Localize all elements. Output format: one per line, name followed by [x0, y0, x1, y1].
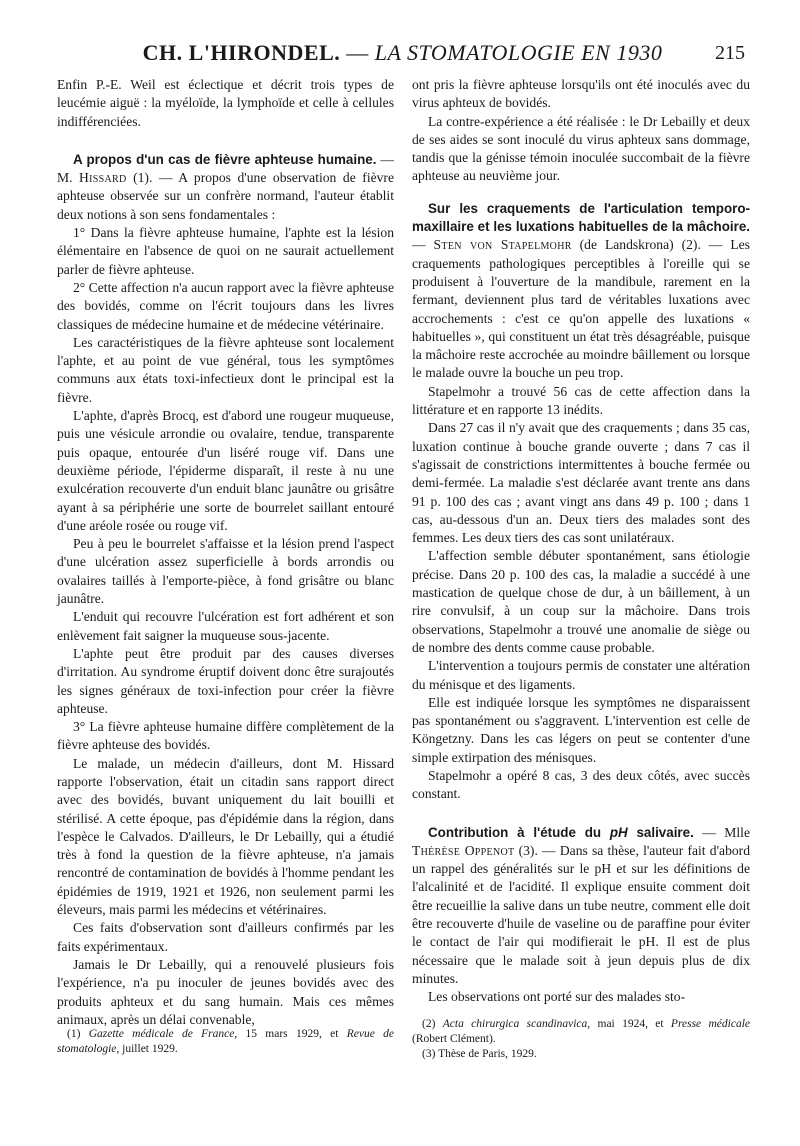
paragraph: Elle est indiquée lorsque les symptômes ne disparaissent pas spontanément ou s'aggravent. L'intervention est celle de Köngetzny. Dans les cas légers on peut se contenter d'une simple extirpation des ménisques.	[412, 694, 750, 765]
section-heading-craquements: Sur les craquements de l'articulation temporo-maxillaire et les luxations habituelles de la mâchoire. — Sten von Stapelmohr (de Landskrona) (2). — Les craquements pathologiques perceptibles à l'oreille qui se produisent à l'ouverture de la mandibule, rarement en la fermant, deviennent plus tard de véritables luxations avec accrochements : c'est ce qu'on appelle des luxations « habituelles », qui constituent un état très désagréable, puisque la mâchoire reste accrochée au moindre bâillement ou lorsque le malade ouvre la bouche un peu trop.	[412, 200, 750, 381]
header-dash: —	[340, 40, 375, 65]
section-author: Sten von Stapelmohr	[433, 237, 572, 253]
footnotes-left	[57, 1027, 394, 1057]
section-author: Thérèse Oppenot	[412, 842, 515, 858]
section-author: Hissard	[79, 170, 127, 186]
page-header	[60, 40, 745, 74]
page-number: 215	[715, 42, 745, 64]
paragraph: Les caractéristiques de la fièvre aphteuse sont localement l'aphte, et au point de vue général, tous les symptômes communs aux états toxi-infectieux dont le principal est la fièvre.	[57, 334, 394, 405]
section-title: A propos d'un cas de fièvre aphteuse humaine.	[73, 151, 377, 167]
paragraph: L'intervention a toujours permis de constater une altération du ménisque et des ligaments.	[412, 658, 750, 692]
paragraph: L'aphte peut être produit par des causes diverses d'irritation. Au syndrome éruptif doivent donc être surajoutés les signes généraux de toxi-infection pour créer la fièvre aphteuse.	[57, 645, 394, 716]
section-heading-fievre-aphteuse: A propos d'un cas de fièvre aphteuse humaine. — M. Hissard (1). — A propos d'une observation de fièvre aphteuse observée sur un confrère normand, l'auteur établit deux notions à son sens fondamentales :	[57, 151, 394, 222]
footnote-2: (2) Acta chirurgica scandinavica, mai 1924, et Presse médicale (Robert Clément).	[412, 1018, 750, 1045]
paragraph: Jamais le Dr Lebailly, qui a renouvelé plusieurs fois l'expérience, n'a pu inoculer de jeunes bovidés avec des produits aphteux et du sang humain. Mais ces mêmes animaux, après un délai convenable,	[57, 956, 394, 1027]
section-heading-ph-salivaire: Contribution à l'étude du pH salivaire. — Mlle Thérèse Oppenot (3). — Dans sa thèse, l'auteur fait d'abord un rappel des généralités sur le pH et sur les définitions de l'alcalinité et de l'acidité. Il explique ensuite comment doit être recueillie la salive dans un tube neutre, comment elle doit être recouverte d'huile de vaseline ou de paraffine pour éviter le contact de l'air qui modifierait le pH. Il est de plus nécessaire que le malade soit à jeun depuis plus de dix minutes.	[412, 824, 750, 986]
header-author: CH. L'HIRONDEL.	[142, 40, 341, 65]
paragraph: Le malade, un médecin d'ailleurs, dont M. Hissard rapporte l'observation, était un citadin sans rapport direct avec des bovidés, buvant uniquement du lait bouilli et stérilisé. A cette époque, pas d'épidémie dans la région, dans l'espèce le Calvados. D'ailleurs, le Dr Lebailly, qui a étudié très à fond la question de la fièvre aphteuse, n'a jamais rencontré de contamination de bovidés à l'homme pendant les épidémies de 1919, 1921 et 1926, non seulement parmi les éleveurs, mais parmi les médecins et vétérinaires.	[57, 755, 394, 918]
header-journal: LA STOMATOLOGIE EN 1930	[374, 40, 663, 65]
footnote-1: (1) Gazette médicale de France, 15 mars 1929, et Revue de stomatologie, juillet 1929.	[57, 1028, 394, 1055]
paragraph: Stapelmohr a trouvé 56 cas de cette affection dans la littérature et en rapporte 13 inédits.	[412, 383, 750, 418]
paragraph: 1° Dans la fièvre aphteuse humaine, l'aphte est la lésion élémentaire en l'absence de quoi on ne saurait actuellement parler de fièvre aphteuse.	[57, 225, 394, 277]
paragraph: La contre-expérience a été réalisée : le Dr Lebailly et deux de ses aides se sont inoculé du virus aphteux sans dommage, tandis que la génisse témoin inoculée succombait de la fièvre aphteuse au neuvième jour.	[412, 113, 750, 184]
paragraph: Dans 27 cas il n'y avait que des craquements ; dans 35 cas, luxation continue à bouche grande ouverte ; dans 7 cas il s'agissait de constrictions intermittentes à bouche fermée ou demi-fermée. La maladie s'est déclarée avant trente ans dans 91 p. 100 des cas ; avant vingt ans dans 49 p. 100 ; dans 1 cas, au-dessous d'un an. Deux tiers des malades sont des femmes. Les deux tiers des cas sont unilatéraux.	[412, 420, 750, 546]
paragraph: Les observations ont porté sur des malades sto-	[428, 989, 686, 1005]
paragraph: Stapelmohr a opéré 8 cas, 3 des deux côtés, avec succès constant.	[412, 767, 750, 802]
paragraph: L'affection semble débuter spontanément, sans étiologie précise. Dans 20 p. 100 des cas, la maladie a succédé à une mastication de quelque chose de dur, à un bâillement, à un rire convulsif, à un coup sur la mâchoire. Dans trois observations, Stapelmohr a trouvé une anomalie de siège ou de nombre des dents comme cause probable.	[412, 548, 750, 655]
paragraph: Ces faits d'observation sont d'ailleurs confirmés par les faits expérimentaux.	[57, 920, 394, 954]
section-title: Sur les craquements de l'articulation temporo-maxillaire et les luxations habituelles de la mâchoire.	[412, 200, 750, 235]
paragraph: Peu à peu le bourrelet s'affaisse et la lésion prend l'aspect d'une ulcération assez superficielle à bords arrondis ou ovalaires taillés à l'emporte-pièce, à fond grisâtre ou blanc jaunâtre.	[57, 536, 394, 607]
paragraph: L'aphte, d'après Brocq, est d'abord une rougeur muqueuse, puis une vésicule arrondie ou ovalaire, tendue, transparente puis opaque, entourée d'un liséré rouge vif. Dans une deuxième période, l'épiderme disparaît, il reste à nu une exulcération recouverte d'un enduit blanc jaunâtre ou grisâtre ayant à sa périphérie une sorte de bourrelet saillant entouré d'une aréole rosée ou rouge vif.	[57, 408, 394, 533]
paragraph: Enfin P.-E. Weil est éclectique et décrit trois types de leucémie aiguë : la myéloïde, la lymphoïde et celle à cellules indifférenciées.	[57, 77, 394, 129]
section-title: Contribution à l'étude du pH salivaire.	[428, 824, 694, 840]
right-column	[412, 76, 750, 1007]
paragraph: 3° La fièvre aphteuse humaine diffère complètement de la fièvre aphteuse des bovidés.	[57, 719, 394, 753]
paragraph: 2° Cette affection n'a aucun rapport avec la fièvre aphteuse des bovidés, comme on l'écrit toujours dans les livres classiques de médecine humaine et de médecine vétérinaire.	[57, 279, 394, 332]
paragraph: ont pris la fièvre aphteuse lorsqu'ils ont été inoculés avec du virus aphteux de bovidés.	[412, 77, 750, 111]
paragraph: L'enduit qui recouvre l'ulcération est fort adhérent et son enlèvement fait saigner la muqueuse sous-jacente.	[57, 609, 394, 643]
footnote-3: (3) Thèse de Paris, 1929.	[422, 1048, 537, 1060]
running-title	[60, 40, 745, 66]
footnotes-right	[412, 1017, 750, 1062]
left-column	[57, 76, 394, 1029]
